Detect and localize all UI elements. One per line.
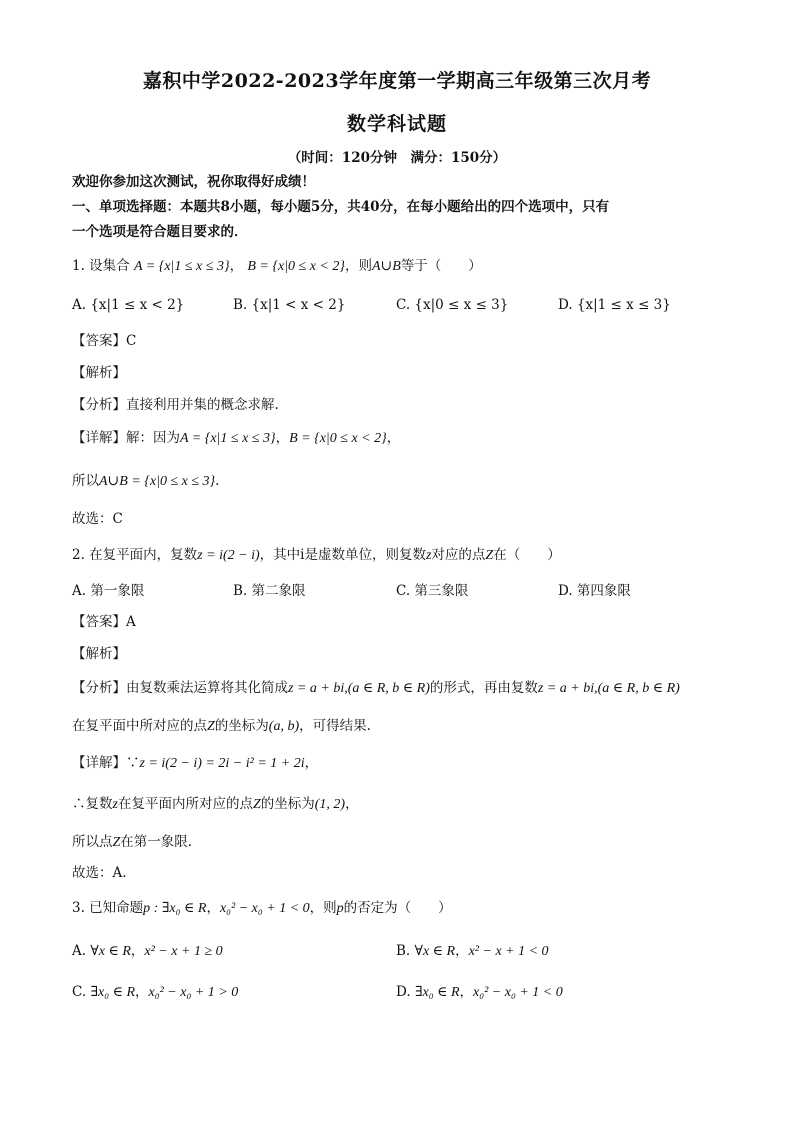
q3-opt-c-q: ∃x₀ ∈ R [90, 985, 136, 1000]
q1-stem [72, 256, 482, 277]
q2-stem-mid: ，其中i是虚数单位，则复数 [259, 547, 426, 563]
q1-detail-set-a: A = {x|1 ≤ x ≤ 3} [180, 431, 276, 446]
q2-option-b: B. 第二象限 [233, 583, 306, 599]
q2-option-d: D. 第四象限 [558, 583, 631, 599]
q2-detail-expr: z = i(2 − i) = 2i − i² = 1 + 2i [139, 756, 305, 771]
q1-stem-end: 等于（ ） [400, 258, 482, 274]
q2-point: Z [485, 548, 494, 563]
subject-title: 数学科试题 [346, 113, 447, 135]
q2-choose: 故选：A. [72, 865, 127, 881]
q1-option-b: B. {x|1 < x < 2} [233, 297, 346, 313]
q2-stem-mid2: 对应的点 [431, 547, 486, 563]
q1-answer: 【答案】C [72, 333, 137, 349]
q3-p-var: p [336, 901, 344, 916]
q2-fenxi-line2 [72, 716, 371, 737]
q2-therefore-mid2: 的坐标为 [260, 796, 315, 812]
q3-opt-c-label: C. [72, 984, 87, 1000]
q3-stem-end: 的否定为（ ） [343, 900, 452, 916]
q3-stem-start: 3. 已知命题 [72, 900, 144, 916]
q2-fenxi-point: Z [207, 719, 215, 734]
q1-so-end: . [215, 473, 220, 489]
q3-opt-c-sep: ， [135, 984, 149, 1000]
q2-fenxi-line1 [72, 678, 680, 699]
q1-stem-mid: ，则 [344, 258, 372, 274]
q1-fenxi: 【分析】直接利用并集的概念求解. [72, 397, 279, 413]
q1-detail-set-b: B = {x|0 ≤ x < 2} [289, 431, 387, 446]
q3-prop: p : ∃x₀ ∈ R [143, 901, 207, 916]
q1-detail-sep: ， [275, 430, 290, 446]
q2-fenxi-expr1: z = a + bi,(a ∈ R, b ∈ R) [288, 681, 430, 696]
exam-info: （时间：120分钟 满分：150分） [287, 150, 507, 166]
q2-therefore-z: z [112, 797, 118, 812]
q2-therefore [72, 794, 359, 815]
q1-choose: 故选：C [72, 511, 123, 527]
q1-detail-start: 【详解】解：因为 [72, 430, 180, 446]
q2-fenxi-expr2: z = a + bi,(a ∈ R, b ∈ R) [537, 681, 680, 696]
q1-stem-start: 1. 设集合 [72, 258, 130, 274]
welcome-text: 欢迎你参加这次测试，祝你取得好成绩！ [72, 174, 315, 190]
q2-conclusion [72, 832, 192, 853]
q1-option-c: C. {x|0 ≤ x ≤ 3} [396, 297, 509, 313]
q1-set-a: A = {x|1 ≤ x ≤ 3} [133, 259, 230, 274]
q3-stem [72, 898, 452, 919]
q1-expr: A∪B [371, 259, 401, 274]
q1-option-a: A. {x|1 ≤ x < 2} [72, 297, 185, 313]
q2-fenxi-l2-start: 在复平面中所对应的点 [72, 718, 207, 734]
q3-sep: ， [206, 900, 220, 916]
q3-option-a [72, 941, 223, 962]
q2-option-a: A. 第一象限 [72, 583, 145, 599]
q2-fenxi-l2-mid: 的坐标为 [214, 718, 269, 734]
q1-option-d: D. {x|1 ≤ x ≤ 3} [558, 297, 671, 313]
q3-option-c [72, 982, 238, 1003]
q1-detail-end: ， [386, 430, 401, 446]
q3-opt-d-q: ∃x₀ ∈ R [414, 985, 460, 1000]
q3-opt-b-ineq: x² − x + 1 < 0 [468, 944, 549, 959]
q2-analysis-tag: 【解析】 [72, 646, 126, 662]
q3-opt-a-sep: ， [130, 943, 145, 959]
q2-therefore-start: ∴复数 [72, 796, 113, 812]
q3-opt-d-sep: ， [459, 984, 474, 1000]
q1-so-expr: A∪B = {x|0 ≤ x ≤ 3} [99, 474, 216, 489]
q3-opt-a-ineq: x² − x + 1 ≥ 0 [144, 944, 223, 959]
q3-stem-mid: ，则 [309, 900, 337, 916]
exam-title: 嘉积中学2022-2023学年度第一学期高三年级第三次月考 [142, 70, 652, 92]
section-heading-line1: 一、单项选择题：本题共8小题，每小题5分，共40分，在每小题给出的四个选项中，只有 [72, 199, 610, 215]
q2-detail [72, 753, 318, 774]
q2-so-point: Z [112, 835, 121, 850]
q1-so-start: 所以 [72, 473, 99, 489]
q3-option-b [396, 941, 549, 962]
q3-opt-a-q: ∀x ∈ R [90, 944, 131, 959]
q1-detail [72, 428, 400, 449]
q2-expr-z: z = i(2 − i) [197, 548, 260, 563]
q2-fenxi-mid: 的形式，再由复数 [429, 680, 538, 696]
q3-opt-b-label: B. [396, 943, 411, 959]
q3-opt-c-ineq: x₀² − x₀ + 1 > 0 [148, 985, 239, 1000]
q1-analysis-tag: 【解析】 [72, 365, 126, 381]
q2-so-start: 所以点 [72, 834, 113, 850]
q2-answer: 【答案】A [72, 614, 136, 630]
q2-detail-end: ， [304, 755, 319, 771]
q3-option-d [396, 982, 563, 1003]
q3-opt-b-sep: ， [455, 943, 469, 959]
q1-set-b: B = {x|0 ≤ x < 2} [247, 259, 345, 274]
q2-stem [72, 545, 561, 566]
q3-opt-b-q: ∀x ∈ R [414, 944, 456, 959]
q3-ineq: x₀² − x₀ + 1 < 0 [219, 901, 310, 916]
q2-z-var: z [425, 548, 432, 563]
q3-opt-d-ineq: x₀² − x₀ + 1 < 0 [473, 985, 563, 1000]
q2-stem-end: 在（ ） [493, 547, 561, 563]
q2-therefore-mid: 在复平面内所对应的点 [117, 796, 253, 812]
q2-detail-start: 【详解】∵ [72, 755, 140, 771]
q2-therefore-end: ， [345, 796, 359, 812]
q1-sep: ， [229, 258, 244, 274]
q1-conclusion [72, 471, 219, 492]
section-heading-line2: 一个选项是符合题目要求的． [72, 224, 248, 240]
q2-fenxi-l2-end: ，可得结果. [299, 718, 371, 734]
q2-stem-start: 2. 在复平面内，复数 [72, 547, 198, 563]
q3-opt-a-label: A. [72, 943, 87, 959]
q2-therefore-point: Z [252, 797, 261, 812]
q2-so-end: 在第一象限. [120, 834, 193, 850]
q2-fenxi-coord: (a, b) [268, 719, 300, 734]
q2-therefore-coord: (1, 2) [314, 797, 346, 812]
q2-option-c: C. 第三象限 [396, 583, 469, 599]
q2-fenxi-start: 【分析】由复数乘法运算将其化简成 [72, 680, 288, 696]
q3-opt-d-label: D. [396, 984, 411, 1000]
